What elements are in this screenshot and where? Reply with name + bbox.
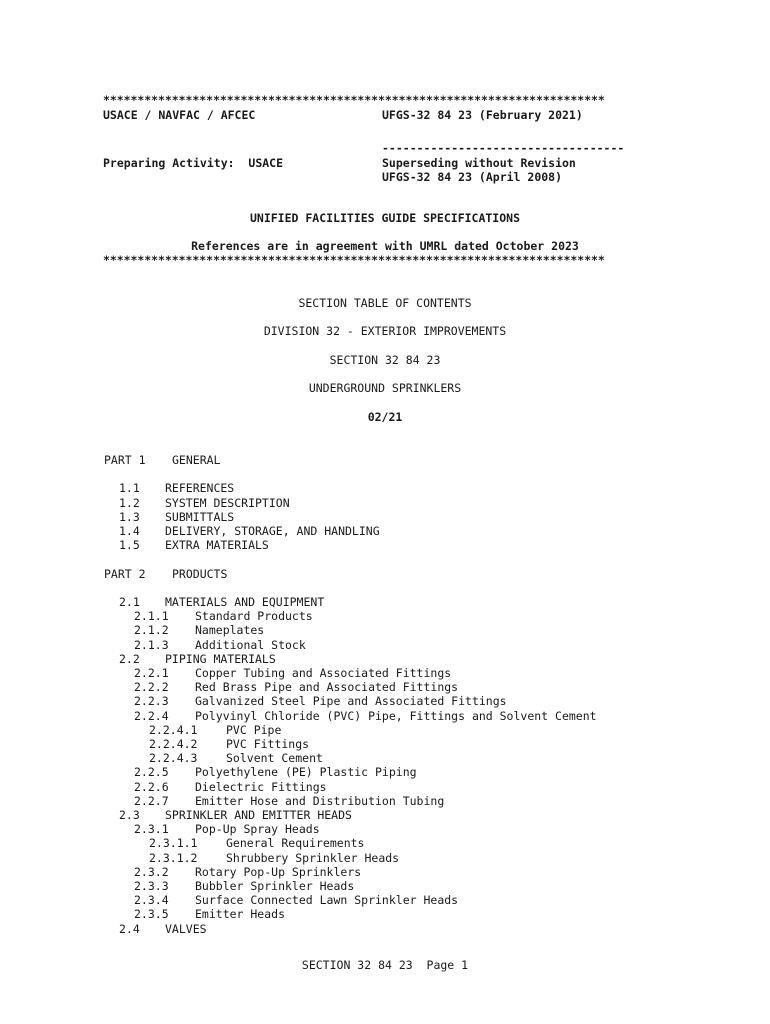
- toc-number: 1.1: [119, 481, 140, 496]
- toc-number: 2.2.4.2: [149, 737, 198, 751]
- section-date: 02/21: [367, 410, 403, 424]
- toc-label: Dielectric Fittings: [195, 779, 327, 794]
- superseding-label: Superseding without Revision: [382, 156, 576, 170]
- section-number: SECTION 32 84 23: [329, 353, 441, 367]
- toc-number: 2.3.1.1: [149, 836, 198, 851]
- header-stars-bottom: *************************************************************************: [103, 253, 605, 267]
- toc-label: Emitter Hose and Distribution Tubing: [195, 793, 445, 808]
- toc-label: Red Brass Pipe and Associated Fittings: [195, 680, 459, 695]
- toc-title: SECTION TABLE OF CONTENTS: [298, 296, 472, 310]
- toc-label: Solvent Cement: [226, 751, 323, 766]
- toc-label: Copper Tubing and Associated Fittings: [195, 666, 452, 680]
- ufgs-title: UNIFIED FACILITIES GUIDE SPECIFICATIONS: [249, 211, 521, 225]
- toc-label: Polyvinyl Chloride (PVC) Pipe, Fittings and Solvent Cement: [195, 708, 597, 723]
- header-stars-top: *************************************************************************: [103, 93, 605, 107]
- spec-number: UFGS-32 84 23 (February 2021): [382, 108, 583, 122]
- toc-label: GENERAL: [172, 453, 221, 467]
- toc-label: Emitter Heads: [195, 907, 286, 922]
- preparing-activity: Preparing Activity: USACE: [103, 156, 284, 170]
- toc-label: REFERENCES: [165, 481, 235, 496]
- agency-line: USACE / NAVFAC / AFCEC: [103, 108, 256, 122]
- toc-number: 2.2.5: [134, 765, 169, 780]
- toc-number: 2.3.1: [134, 822, 169, 837]
- page-footer: SECTION 32 84 23 Page 1: [301, 958, 469, 972]
- toc-label: Galvanized Steel Pipe and Associated Fittings: [195, 694, 507, 709]
- toc-number: 2.3.4: [134, 893, 169, 908]
- toc-number: PART 1: [104, 453, 146, 467]
- toc-label: VALVES: [165, 921, 207, 936]
- toc-number: 2.3.1.2: [149, 850, 198, 865]
- toc-number: 2.2.4.1: [149, 722, 198, 737]
- toc-label: PRODUCTS: [172, 566, 228, 581]
- toc-number: 2.2.7: [134, 793, 169, 808]
- toc-label: Nameplates: [195, 623, 265, 638]
- toc-label: PVC Fittings: [226, 737, 310, 751]
- toc-label: PVC Pipe: [226, 722, 282, 737]
- toc-label: EXTRA MATERIALS: [165, 538, 269, 553]
- toc-number: 2.4: [119, 921, 140, 936]
- superseded-spec: UFGS-32 84 23 (April 2008): [382, 170, 563, 184]
- toc-label: Standard Products: [195, 609, 313, 624]
- toc-number: 2.1.2: [134, 623, 169, 638]
- toc-label: SPRINKLER AND EMITTER HEADS: [165, 808, 352, 822]
- toc-label: General Requirements: [226, 836, 365, 851]
- toc-label: SUBMITTALS: [165, 509, 235, 524]
- toc-label: Rotary Pop-Up Sprinklers: [195, 864, 362, 879]
- toc-number: 2.1: [119, 595, 140, 609]
- toc-number: 2.2.4.3: [149, 751, 198, 766]
- toc-number: 2.3.5: [134, 907, 169, 922]
- toc-label: MATERIALS AND EQUIPMENT: [165, 595, 325, 609]
- toc-number: 2.1.3: [134, 637, 169, 652]
- section-name: UNDERGROUND SPRINKLERS: [308, 381, 462, 395]
- toc-number: 1.4: [119, 524, 140, 538]
- toc-number: 2.2.6: [134, 779, 169, 794]
- toc-label: DELIVERY, STORAGE, AND HANDLING: [165, 524, 380, 538]
- toc-label: Polyethylene (PE) Plastic Piping: [195, 765, 417, 780]
- toc-label: SYSTEM DESCRIPTION: [165, 495, 290, 510]
- toc-label: Shrubbery Sprinkler Heads: [226, 850, 400, 865]
- toc-label: PIPING MATERIALS: [165, 651, 276, 666]
- toc-number: 2.2.4: [134, 708, 169, 723]
- references-note: References are in agreement with UMRL dated October 2023: [191, 239, 579, 253]
- toc-number: 2.3.2: [134, 864, 169, 879]
- toc-number: 2.1.1: [134, 609, 169, 624]
- toc-label: Surface Connected Lawn Sprinkler Heads: [195, 893, 459, 908]
- toc-label: Pop-Up Spray Heads: [195, 822, 320, 837]
- toc-number: 2.2.2: [134, 680, 169, 695]
- toc-label: Additional Stock: [195, 637, 306, 652]
- toc-number: 1.5: [119, 538, 140, 553]
- division-title: DIVISION 32 - EXTERIOR IMPROVEMENTS: [263, 324, 507, 338]
- toc-number: 1.2: [119, 495, 140, 510]
- toc-number: PART 2: [104, 566, 146, 581]
- toc-number: 2.2: [119, 651, 140, 666]
- toc-number: 2.2.1: [134, 666, 169, 680]
- toc-label: Bubbler Sprinkler Heads: [195, 879, 355, 893]
- toc-number: 2.3: [119, 808, 140, 822]
- toc-number: 1.3: [119, 509, 140, 524]
- toc-number: 2.3.3: [134, 879, 169, 893]
- header-rule: -----------------------------------: [382, 141, 625, 155]
- toc-number: 2.2.3: [134, 694, 169, 709]
